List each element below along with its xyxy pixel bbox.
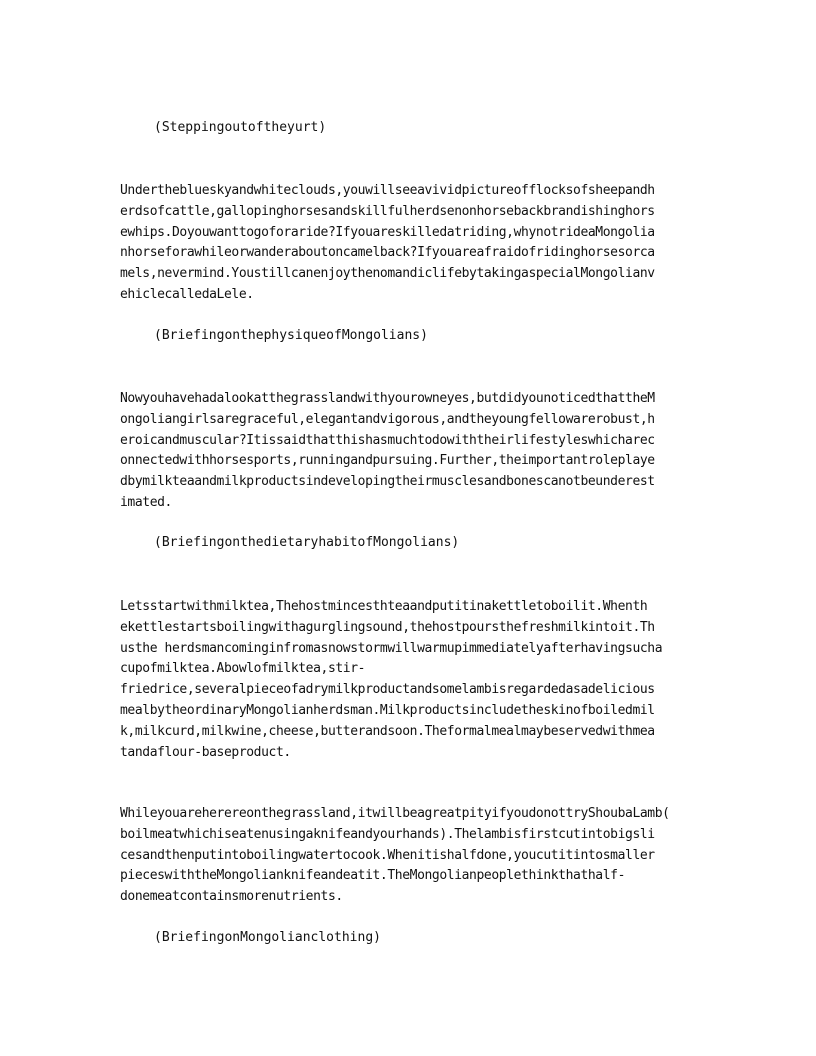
text-line: friedrice,severalpieceofadrymilkproductandsomelambisregardedasadelicious xyxy=(120,682,655,698)
text-line: onnectedwithhorsesports,runningandpursuing.Further,theimportantroleplaye xyxy=(120,453,655,469)
section-heading-stepping-out: (Steppingoutoftheyurt) xyxy=(154,120,327,135)
text-line: nhorseforawhileorwanderaboutoncamelback?Ifyouareafraidofridinghorsesorca xyxy=(120,245,655,261)
section-heading-physique: (BriefingonthephysiqueofMongolians) xyxy=(154,328,428,343)
text-line: ehiclecalledaLele. xyxy=(120,286,254,302)
text-line: cesandthenputintoboilingwatertocook.Whenitishalfdone,youcutitintosmaller xyxy=(120,847,655,863)
section-heading-clothing: (BriefingonMongolianclothing) xyxy=(154,930,381,945)
text-line: erdsofcattle,gallopinghorsesandskillfulherdsenonhorsebackbrandishinghors xyxy=(120,203,655,219)
text-line: Nowyouhavehadalookatthegrasslandwithyourowneyes,butdidyounoticedthattheM xyxy=(120,391,655,406)
paragraph-shouba-lamb xyxy=(120,804,700,908)
text-line: pieceswiththeMongolianknifeandeatit.TheMongolianpeoplethinkthathalf- xyxy=(120,868,626,884)
text-line: eroicandmuscular?Itissaidthatthishasmuchtodowiththeirlifestyleswhicharec xyxy=(120,432,655,448)
text-line: dbymilkteaandmilkproductsindevelopingtheirmusclesandbonescanotbeunderest xyxy=(120,474,655,490)
paragraph-physique xyxy=(120,389,700,514)
text-line: imated. xyxy=(120,494,172,510)
text-line: mels,nevermind.YoustillcanenjoythenomandiclifebytakingaspecialMongolianv xyxy=(120,266,655,282)
text-line: Letsstartwithmilktea,Thehostmincesthteaandputitinakettletoboilit.Whenth xyxy=(120,599,648,614)
text-line: mealbytheordinaryMongolianherdsman.Milkproductsincludetheskinofboiledmil xyxy=(120,702,655,718)
text-line: boilmeatwhichiseatenusingaknifeandyourhands).Thelambisfirstcutintobigsli xyxy=(120,826,655,842)
text-line: k,milkcurd,milkwine,cheese,butterandsoon.Theformalmealmaybeservedwithmea xyxy=(120,723,655,739)
section-heading-dietary-habit: (BriefingonthedietaryhabitofMongolians) xyxy=(154,535,460,550)
text-line: cupofmilktea.Abowlofmilktea,stir- xyxy=(120,661,366,677)
text-line: Undertheblueskyandwhiteclouds,youwillseeavividpictureofflocksofsheepandh xyxy=(120,183,655,198)
text-line: ewhips.Doyouwanttogoforaride?Ifyouareskilledatriding,whynotrideaMongolia xyxy=(120,224,655,240)
text-line: donemeatcontainsmorenutrients. xyxy=(120,889,343,905)
text-line: ongoliangirlsaregraceful,elegantandvigorous,andtheyoungfellowarerobust,h xyxy=(120,411,655,427)
text-line: Whileyouareherereonthegrassland,itwillbeagreatpityifyoudonottryShoubaLamb( xyxy=(120,806,670,821)
text-line: ekettlestartsboilingwithagurglingsound,thehostpoursthefreshmilkintoit.Th xyxy=(120,619,655,635)
text-line: usthe herdsmancominginfromasnowstormwillwarmupimmediatelyafterhavingsucha xyxy=(120,640,663,656)
paragraph-grassland-scene xyxy=(120,181,700,306)
text-line: tandaflour-baseproduct. xyxy=(120,744,291,760)
paragraph-milk-tea xyxy=(120,597,700,763)
